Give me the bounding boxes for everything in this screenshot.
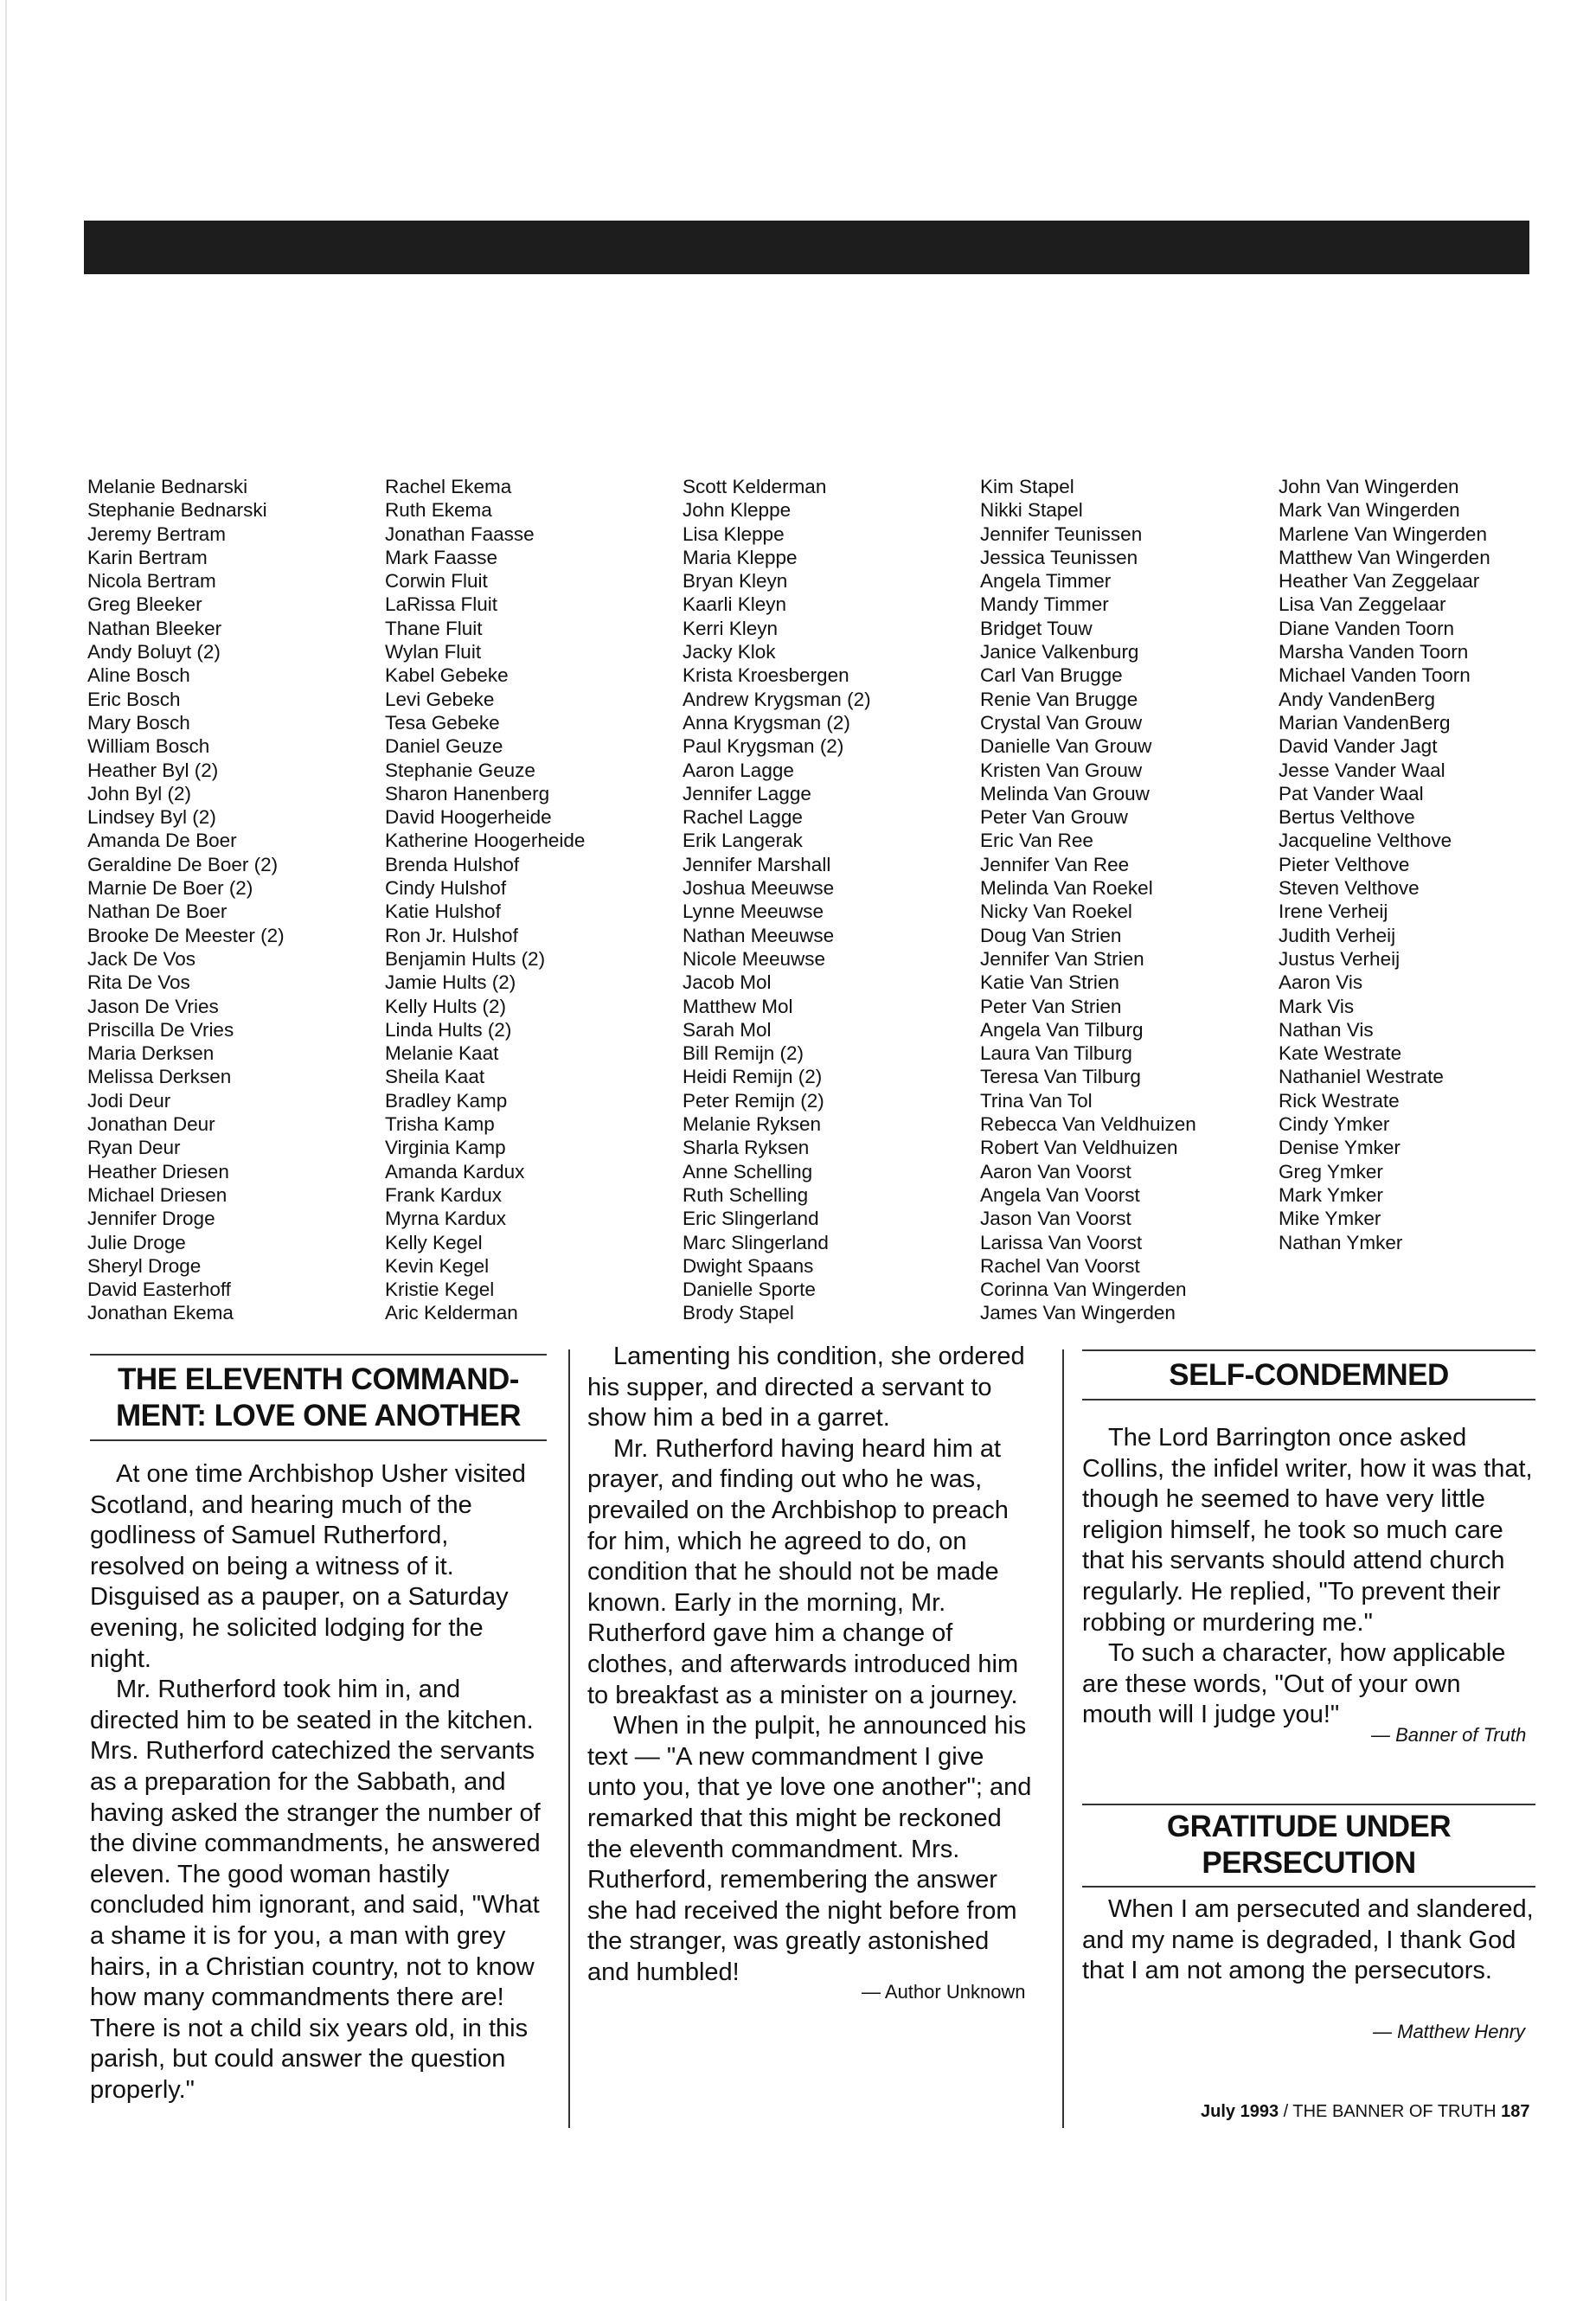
name-entry: Corwin Fluit bbox=[385, 570, 488, 593]
article2-body bbox=[1082, 1423, 1535, 1731]
name-entry: John Van Wingerden bbox=[1279, 476, 1459, 497]
article2-paragraph-2: To such a character, how applicable are these words, "Out of your own mouth will I judge you!" bbox=[1082, 1639, 1506, 1729]
name-entry: Benjamin Hults (2) bbox=[385, 947, 546, 970]
name-entry: Aaron Lagge bbox=[683, 759, 794, 781]
name-entry: Mark Vis bbox=[1279, 995, 1355, 1017]
name-entry: David Easterhoff bbox=[87, 1279, 231, 1301]
name-entry: Kristen Van Grouw bbox=[980, 759, 1143, 781]
name-entry: Ron Jr. Hulshof bbox=[385, 924, 518, 946]
name-entry: Katie Hulshof bbox=[385, 901, 501, 923]
name-entry: Denise Ymker bbox=[1279, 1137, 1401, 1159]
name-entry: Jennifer Marshall bbox=[683, 853, 831, 875]
name-entry: Greg Bleeker bbox=[87, 593, 202, 616]
article1-paragraph-3: Lamenting his condition, she ordered his supper, and directed a servant to show him a bed in a garret. bbox=[587, 1343, 1025, 1433]
name-entry: Michael Vanden Toorn bbox=[1279, 664, 1471, 687]
name-entry: Sheila Kaat bbox=[385, 1066, 485, 1088]
name-entry: Maria Derksen bbox=[87, 1042, 215, 1065]
name-entry: Kevin Kegel bbox=[385, 1254, 490, 1277]
name-entry: Nicky Van Roekel bbox=[980, 901, 1132, 923]
article1-paragraph-2: Mr. Rutherford took him in, and directed him to be seated in the kitchen. Mrs. Rutherford catechized the servants as a preparation for the Sabbath, and having asked the stranger the number of the divine commandments, he answered eleven. The good woman hastily concluded him ignorant, and said, "What a shame it is for you, a man with grey hairs, in a Christian country, not to know how many commandments there are! There is not a child six years old, in this parish, but could answer the question properly." bbox=[90, 1676, 541, 2104]
name-entry: LaRissa Fluit bbox=[385, 593, 498, 616]
article2-credit: — Banner of Truth bbox=[1371, 1724, 1527, 1746]
name-entry: Aric Kelderman bbox=[385, 1302, 518, 1324]
name-entry: Daniel Geuze bbox=[385, 735, 503, 758]
name-entry: Nathan Bleeker bbox=[87, 617, 222, 639]
name-entry: Eric Van Ree bbox=[980, 830, 1093, 852]
name-entry: Kelly Kegel bbox=[385, 1231, 483, 1253]
name-entry: Geraldine De Boer (2) bbox=[87, 853, 279, 875]
article1-body-column-a bbox=[90, 1459, 547, 2106]
name-entry: Ryan Deur bbox=[87, 1137, 181, 1159]
name-entry: Melanie Ryksen bbox=[683, 1113, 822, 1136]
name-entry: John Byl (2) bbox=[87, 782, 192, 804]
name-entry: Aaron Vis bbox=[1279, 971, 1363, 994]
name-entry: Melanie Bednarski bbox=[87, 476, 248, 497]
name-entry: Bertus Velthove bbox=[1279, 806, 1415, 829]
name-entry: Sarah Mol bbox=[683, 1018, 772, 1041]
name-entry: Andrew Krygsman (2) bbox=[683, 688, 871, 710]
name-entry: Jeremy Bertram bbox=[87, 522, 227, 545]
name-entry: Diane Vanden Toorn bbox=[1279, 617, 1455, 639]
name-entry: Jennifer Lagge bbox=[683, 782, 811, 804]
column-rule-right bbox=[1062, 1349, 1064, 2128]
name-entry: Marlene Van Wingerden bbox=[1279, 522, 1487, 545]
name-entry: Angela Timmer bbox=[980, 570, 1112, 593]
name-entry: Jacob Mol bbox=[683, 971, 772, 994]
name-entry: Irene Verheij bbox=[1279, 901, 1388, 923]
name-entry: Melissa Derksen bbox=[87, 1066, 232, 1088]
article1-title: THE ELEVENTH COMMAND-MENT: LOVE ONE ANOTHER bbox=[116, 1362, 521, 1433]
article1-body-column-b bbox=[587, 1342, 1037, 1988]
name-entry: Amanda Kardux bbox=[385, 1160, 525, 1183]
article3-title: GRATITUDE UNDER PERSECUTION bbox=[1166, 1810, 1452, 1880]
name-entry: Teresa Van Tilburg bbox=[980, 1066, 1141, 1088]
name-entry: Jamie Hults (2) bbox=[385, 971, 516, 994]
name-entry: Rebecca Van Veldhuizen bbox=[980, 1113, 1196, 1136]
name-entry: Matthew Mol bbox=[683, 995, 793, 1017]
page-footer bbox=[1201, 2102, 1530, 2122]
name-entry: Marian VandenBerg bbox=[1279, 711, 1451, 734]
name-entry: Jesse Vander Waal bbox=[1279, 759, 1445, 781]
name-entry: Nathan Meeuwse bbox=[683, 924, 835, 946]
name-entry: Bryan Kleyn bbox=[683, 570, 788, 593]
name-entry: Kristie Kegel bbox=[385, 1279, 495, 1301]
name-entry: Nikki Stapel bbox=[980, 499, 1083, 522]
article2-title: SELF-CONDEMNED bbox=[1169, 1358, 1449, 1392]
name-entry: Myrna Kardux bbox=[385, 1208, 507, 1230]
article2-rule-bottom bbox=[1082, 1399, 1535, 1400]
name-entry: Aaron Van Voorst bbox=[980, 1160, 1131, 1183]
article3-rule-top bbox=[1082, 1804, 1535, 1805]
header-band bbox=[84, 221, 1529, 274]
name-entry: Jessica Teunissen bbox=[980, 546, 1138, 568]
name-entry: Jennifer Teunissen bbox=[980, 522, 1143, 545]
name-entry: Laura Van Tilburg bbox=[980, 1042, 1132, 1065]
name-entry: Scott Kelderman bbox=[683, 476, 827, 497]
name-entry: Larissa Van Voorst bbox=[980, 1231, 1143, 1253]
name-entry: Eric Slingerland bbox=[683, 1208, 819, 1230]
name-entry: Jonathan Deur bbox=[87, 1113, 215, 1136]
name-entry: Jason Van Voorst bbox=[980, 1208, 1131, 1230]
name-entry: Jack De Vos bbox=[87, 947, 196, 970]
name-entry: Sharla Ryksen bbox=[683, 1137, 810, 1159]
article2-rule-top bbox=[1082, 1349, 1535, 1351]
article1-paragraph-4: Mr. Rutherford having heard him at prayer, and finding out who he was, prevailed on the Archbishop to preach for him, which he agreed to do, on condition that he should not be made known. Early in the morning, Mr. Rutherford gave him a change of clothes, and afterwards introduced him to breakfast as a minister on a journey. bbox=[587, 1434, 1019, 1709]
name-entry: Lisa Van Zeggelaar bbox=[1279, 593, 1446, 616]
name-entry: Nathan Ymker bbox=[1279, 1231, 1403, 1253]
name-entry: Kim Stapel bbox=[980, 476, 1074, 497]
name-entry: Nicole Meeuwse bbox=[683, 947, 826, 970]
article2-paragraph-1: The Lord Barrington once asked Collins, the infidel writer, how it was that, though he seemed to have very little religion himself, he took so much care that his servants should attend church regularly. He replied, "To prevent their robbing or murdering me." bbox=[1082, 1424, 1533, 1637]
name-entry: Rachel Lagge bbox=[683, 806, 803, 829]
footer-publication: / THE BANNER OF TRUTH bbox=[1283, 2102, 1497, 2121]
name-column-4 bbox=[980, 475, 1274, 1325]
name-entry: Cindy Hulshof bbox=[385, 877, 507, 900]
name-entry: Heidi Remijn (2) bbox=[683, 1066, 823, 1088]
name-entry: Joshua Meeuwse bbox=[683, 877, 835, 900]
name-entry: Rick Westrate bbox=[1279, 1089, 1400, 1112]
article1-credit: — Author Unknown bbox=[862, 1981, 1026, 2003]
name-entry: Nathaniel Westrate bbox=[1279, 1066, 1444, 1088]
name-entry: Corinna Van Wingerden bbox=[980, 1279, 1187, 1301]
article3-rule-bottom bbox=[1082, 1886, 1535, 1888]
name-entry: Aline Bosch bbox=[87, 664, 190, 687]
name-entry: Trina Van Tol bbox=[980, 1089, 1093, 1112]
name-entry: Lisa Kleppe bbox=[683, 522, 785, 545]
name-entry: Trisha Kamp bbox=[385, 1113, 495, 1136]
name-entry: Frank Kardux bbox=[385, 1183, 503, 1206]
name-entry: Rachel Van Voorst bbox=[980, 1254, 1140, 1277]
name-entry: Melinda Van Roekel bbox=[980, 877, 1153, 900]
name-entry: Levi Gebeke bbox=[385, 688, 495, 710]
name-column-1 bbox=[87, 475, 381, 1325]
name-entry: Mark Ymker bbox=[1279, 1183, 1383, 1206]
name-entry: Paul Krygsman (2) bbox=[683, 735, 844, 758]
name-entry: Priscilla De Vries bbox=[87, 1018, 234, 1041]
name-entry: Melanie Kaat bbox=[385, 1042, 499, 1065]
name-entry: Lynne Meeuwse bbox=[683, 901, 824, 923]
name-entry: James Van Wingerden bbox=[980, 1302, 1176, 1324]
name-entry: Thane Fluit bbox=[385, 617, 483, 639]
name-entry: Anne Schelling bbox=[683, 1160, 813, 1183]
footer-page-number: 187 bbox=[1501, 2102, 1530, 2121]
name-entry: Krista Kroesbergen bbox=[683, 664, 849, 687]
name-entry: Marsha Vanden Toorn bbox=[1279, 641, 1469, 663]
name-entry: Lindsey Byl (2) bbox=[87, 806, 216, 829]
name-entry: Danielle Van Grouw bbox=[980, 735, 1152, 758]
article3-credit: — Matthew Henry bbox=[1373, 2021, 1526, 2042]
name-entry: Tesa Gebeke bbox=[385, 711, 500, 734]
name-entry: David Hoogerheide bbox=[385, 806, 552, 829]
name-entry: Anna Krygsman (2) bbox=[683, 711, 850, 734]
name-entry: Kabel Gebeke bbox=[385, 664, 509, 687]
name-entry: Mark Faasse bbox=[385, 546, 498, 568]
name-entry: John Kleppe bbox=[683, 499, 792, 522]
name-entry: Stephanie Geuze bbox=[385, 759, 535, 781]
name-entry: Marnie De Boer (2) bbox=[87, 877, 253, 900]
name-entry: Nathan De Boer bbox=[87, 901, 228, 923]
name-entry: Renie Van Brugge bbox=[980, 688, 1138, 710]
name-entry: Jennifer Van Ree bbox=[980, 853, 1130, 875]
name-entry: Carl Van Brugge bbox=[980, 664, 1123, 687]
name-entry: Bridget Touw bbox=[980, 617, 1093, 639]
name-entry: Sheryl Droge bbox=[87, 1254, 202, 1277]
article1-rule-top bbox=[90, 1354, 547, 1356]
name-entry: Jason De Vries bbox=[87, 995, 219, 1017]
name-entry: Peter Van Grouw bbox=[980, 806, 1128, 829]
name-entry: Mike Ymker bbox=[1279, 1208, 1381, 1230]
name-entry: Heather Driesen bbox=[87, 1160, 229, 1183]
name-entry: Maria Kleppe bbox=[683, 546, 798, 568]
name-entry: Katherine Hoogerheide bbox=[385, 830, 586, 852]
name-entry: Nicola Bertram bbox=[87, 570, 216, 593]
name-entry: Angela Van Voorst bbox=[980, 1183, 1140, 1206]
name-entry: Bradley Kamp bbox=[385, 1089, 508, 1112]
name-entry: Rita De Vos bbox=[87, 971, 190, 994]
name-entry: Angela Van Tilburg bbox=[980, 1018, 1144, 1041]
name-entry: Jennifer Droge bbox=[87, 1208, 215, 1230]
name-entry: Peter Van Strien bbox=[980, 995, 1122, 1017]
name-entry: Pieter Velthove bbox=[1279, 853, 1410, 875]
name-entry: Jacky Klok bbox=[683, 641, 776, 663]
name-entry: William Bosch bbox=[87, 735, 210, 758]
name-entry: Doug Van Strien bbox=[980, 924, 1122, 946]
name-entry: Janice Valkenburg bbox=[980, 641, 1139, 663]
name-entry: Nathan Vis bbox=[1279, 1018, 1374, 1041]
name-entry: Steven Velthove bbox=[1279, 877, 1420, 900]
name-column-2 bbox=[385, 475, 679, 1325]
article3-body bbox=[1082, 1894, 1535, 1987]
name-entry: Rachel Ekema bbox=[385, 476, 512, 497]
name-entry: Erik Langerak bbox=[683, 830, 803, 852]
name-entry: Amanda De Boer bbox=[87, 830, 237, 852]
name-entry: Robert Van Veldhuizen bbox=[980, 1137, 1178, 1159]
name-entry: Brenda Hulshof bbox=[385, 853, 520, 875]
name-entry: Danielle Sporte bbox=[683, 1279, 816, 1301]
name-entry: Sharon Hanenberg bbox=[385, 782, 550, 804]
article1-paragraph-1: At one time Archbishop Usher visited Scotland, and hearing much of the godliness of Samuel Rutherford, resolved on being a witness of it. Disguised as a pauper, on a Saturday evening, he solicited lodging for the night. bbox=[90, 1460, 526, 1673]
name-entry: Justus Verheij bbox=[1279, 947, 1401, 970]
name-entry: Katie Van Strien bbox=[980, 971, 1119, 994]
name-entry: Jonathan Faasse bbox=[385, 522, 535, 545]
name-entry: David Vander Jagt bbox=[1279, 735, 1438, 758]
article1-paragraph-5: When in the pulpit, he announced his text — "A new commandment I give unto you, that ye love one another"; and remarked that this might be reckoned the eleventh commandment. Mrs. Rutherford, remembering the answer she had received the night before from the stranger, was greatly astonished and humbled! bbox=[587, 1712, 1032, 1986]
name-entry: Mark Van Wingerden bbox=[1279, 499, 1460, 522]
name-entry: Jodi Deur bbox=[87, 1089, 171, 1112]
name-entry: Stephanie Bednarski bbox=[87, 499, 267, 522]
name-entry: Jennifer Van Strien bbox=[980, 947, 1144, 970]
name-entry: Pat Vander Waal bbox=[1279, 782, 1424, 804]
name-entry: Dwight Spaans bbox=[683, 1254, 814, 1277]
name-entry: Wylan Fluit bbox=[385, 641, 482, 663]
name-entry: Greg Ymker bbox=[1279, 1160, 1383, 1183]
name-entry: Jonathan Ekema bbox=[87, 1302, 234, 1324]
name-entry: Kelly Hults (2) bbox=[385, 995, 507, 1017]
name-entry: Michael Driesen bbox=[87, 1183, 228, 1206]
article3-paragraph-1: When I am persecuted and slandered, and my name is degraded, I thank God that I am not among the persecutors. bbox=[1082, 1895, 1534, 1985]
column-rule-left bbox=[568, 1349, 570, 2128]
name-entry: Brooke De Meester (2) bbox=[87, 924, 285, 946]
name-entry: Judith Verheij bbox=[1279, 924, 1396, 946]
name-column-3 bbox=[683, 475, 977, 1325]
name-entry: Matthew Van Wingerden bbox=[1279, 546, 1490, 568]
name-entry: Ruth Schelling bbox=[683, 1183, 809, 1206]
page-left-edge bbox=[0, 0, 7, 2301]
name-entry: Kaarli Kleyn bbox=[683, 593, 787, 616]
name-entry: Mandy Timmer bbox=[980, 593, 1109, 616]
name-entry: Mary Bosch bbox=[87, 711, 190, 734]
name-entry: Kate Westrate bbox=[1279, 1042, 1402, 1065]
name-entry: Heather Byl (2) bbox=[87, 759, 219, 781]
name-entry: Peter Remijn (2) bbox=[683, 1089, 824, 1112]
footer-date: July 1993 bbox=[1201, 2102, 1279, 2121]
name-entry: Andy VandenBerg bbox=[1279, 688, 1435, 710]
name-entry: Karin Bertram bbox=[87, 546, 208, 568]
name-entry: Virginia Kamp bbox=[385, 1137, 506, 1159]
name-entry: Marc Slingerland bbox=[683, 1231, 829, 1253]
name-entry: Andy Boluyt (2) bbox=[87, 641, 221, 663]
name-entry: Linda Hults (2) bbox=[385, 1018, 512, 1041]
name-entry: Melinda Van Grouw bbox=[980, 782, 1150, 804]
name-entry: Cindy Ymker bbox=[1279, 1113, 1390, 1136]
article1-rule-bottom bbox=[90, 1439, 547, 1441]
name-entry: Julie Droge bbox=[87, 1231, 186, 1253]
name-entry: Kerri Kleyn bbox=[683, 617, 779, 639]
name-entry: Ruth Ekema bbox=[385, 499, 492, 522]
name-entry: Bill Remijn (2) bbox=[683, 1042, 804, 1065]
name-entry: Crystal Van Grouw bbox=[980, 711, 1143, 734]
name-entry: Eric Bosch bbox=[87, 688, 181, 710]
name-entry: Heather Van Zeggelaar bbox=[1279, 570, 1480, 593]
name-entry: Jacqueline Velthove bbox=[1279, 830, 1452, 852]
name-column-5 bbox=[1279, 475, 1573, 1254]
name-entry: Brody Stapel bbox=[683, 1302, 794, 1324]
